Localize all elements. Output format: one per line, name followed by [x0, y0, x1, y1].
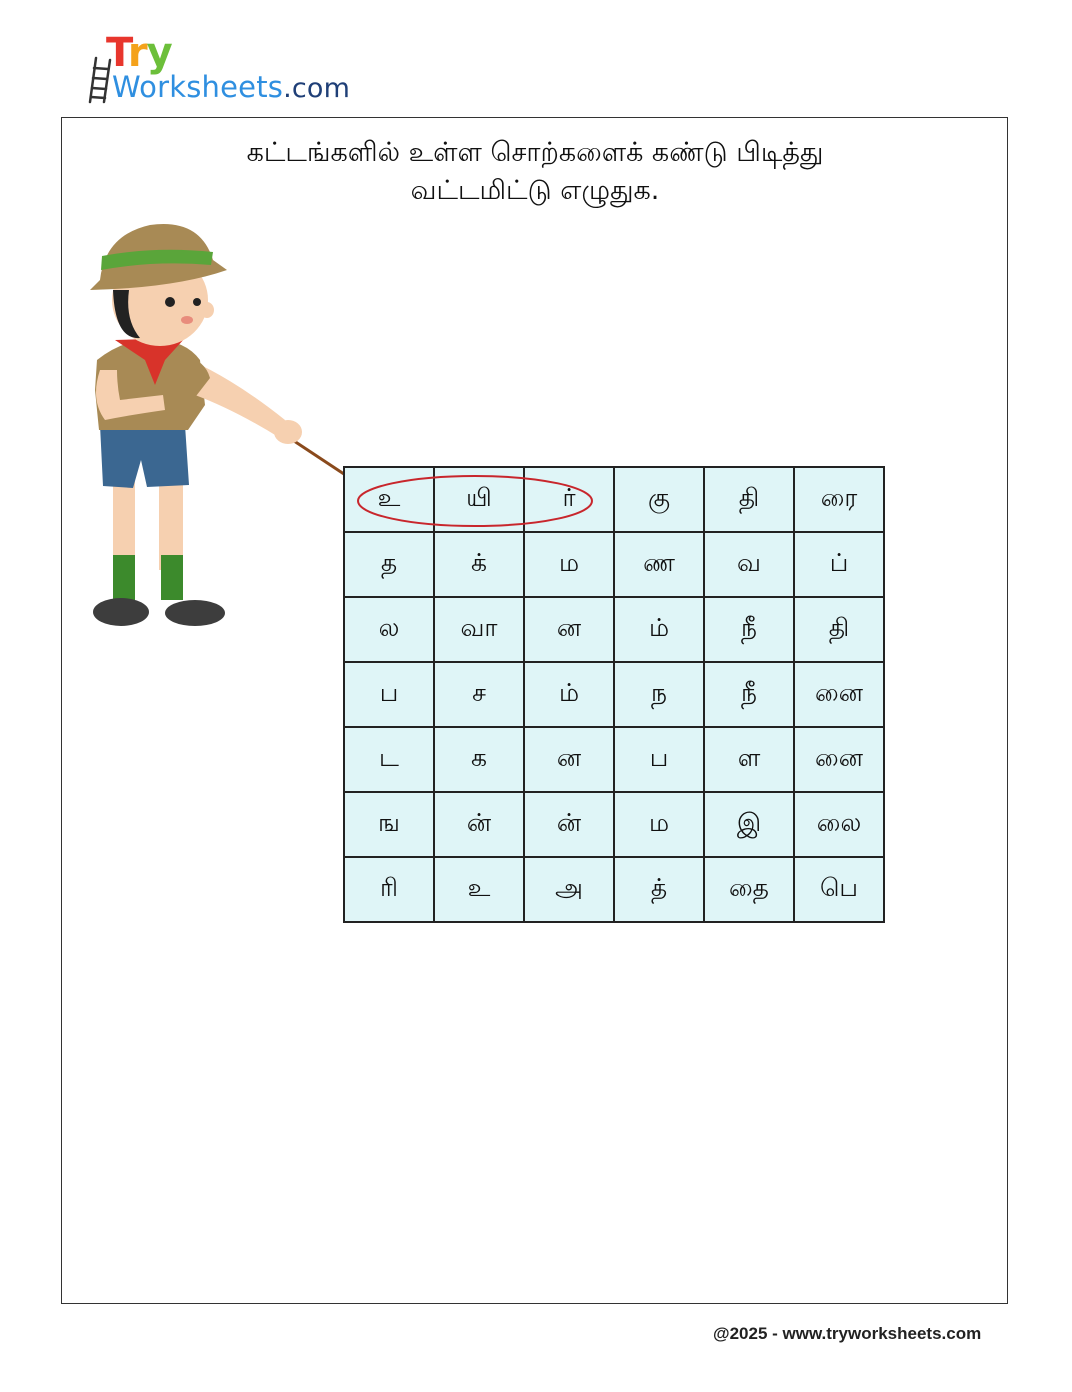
grid-cell[interactable]: ப	[344, 662, 434, 727]
grid-cell[interactable]: ங	[344, 792, 434, 857]
grid-cell[interactable]: லை	[794, 792, 884, 857]
grid-cell[interactable]: க்	[434, 532, 524, 597]
grid-cell[interactable]: ம	[524, 532, 614, 597]
grid-cell[interactable]: உ	[434, 857, 524, 922]
boy-scout-illustration	[85, 210, 355, 640]
grid-cell[interactable]: க	[434, 727, 524, 792]
grid-cell[interactable]: னை	[794, 662, 884, 727]
grid-cell[interactable]: வா	[434, 597, 524, 662]
grid-cell[interactable]: ன்	[434, 792, 524, 857]
grid-cell[interactable]: னை	[794, 727, 884, 792]
grid-cell[interactable]: ல	[344, 597, 434, 662]
grid-cell[interactable]: தை	[704, 857, 794, 922]
grid-cell[interactable]: ன	[524, 727, 614, 792]
site-logo	[88, 30, 351, 105]
grid-cell[interactable]: ம்	[524, 662, 614, 727]
grid-cell[interactable]: த்	[614, 857, 704, 922]
grid-cell[interactable]: நீ	[704, 662, 794, 727]
grid-cell[interactable]: ப்	[794, 532, 884, 597]
grid-cell[interactable]: கு	[614, 467, 704, 532]
grid-cell[interactable]: ரை	[794, 467, 884, 532]
grid-cell[interactable]: ந	[614, 662, 704, 727]
grid-cell[interactable]: ரி	[344, 857, 434, 922]
grid-row	[344, 727, 884, 792]
grid-cell[interactable]: ண	[614, 532, 704, 597]
grid-cell[interactable]: ள	[704, 727, 794, 792]
grid-cell[interactable]: யி	[434, 467, 524, 532]
grid-cell[interactable]: ம	[614, 792, 704, 857]
grid-cell[interactable]: ட	[344, 727, 434, 792]
word-search-grid	[343, 466, 885, 923]
grid-cell[interactable]: தி	[704, 467, 794, 532]
grid-cell[interactable]: த	[344, 532, 434, 597]
grid-cell[interactable]: இ	[704, 792, 794, 857]
grid-cell[interactable]: வ	[704, 532, 794, 597]
grid-row	[344, 662, 884, 727]
grid-row	[344, 792, 884, 857]
instruction-line-2: வட்டமிட்டு எழுதுக.	[410, 175, 660, 206]
grid-row	[344, 532, 884, 597]
grid-cell[interactable]: ன்	[524, 792, 614, 857]
logo-worksheets: Worksheets.com	[112, 70, 351, 104]
grid-cell[interactable]: உ	[344, 467, 434, 532]
grid-row	[344, 857, 884, 922]
grid-cell[interactable]: பெ	[794, 857, 884, 922]
grid-cell[interactable]: ன	[524, 597, 614, 662]
grid-cell[interactable]: ர்	[524, 467, 614, 532]
grid-row	[344, 597, 884, 662]
grid-cell[interactable]: ம்	[614, 597, 704, 662]
example-word-circle	[355, 474, 595, 530]
copyright-footer: @2025 - www.tryworksheets.com	[713, 1324, 982, 1343]
instruction-line-1: கட்டங்களில் உள்ள சொற்களைக் கண்டு பிடித்து	[246, 137, 824, 168]
grid-cell[interactable]: ச	[434, 662, 524, 727]
grid-cell[interactable]: தி	[794, 597, 884, 662]
instruction-title	[120, 134, 950, 210]
grid-cell[interactable]: அ	[524, 857, 614, 922]
logo-try: Try	[106, 30, 172, 76]
grid-cell[interactable]: நீ	[704, 597, 794, 662]
grid-cell[interactable]: ப	[614, 727, 704, 792]
